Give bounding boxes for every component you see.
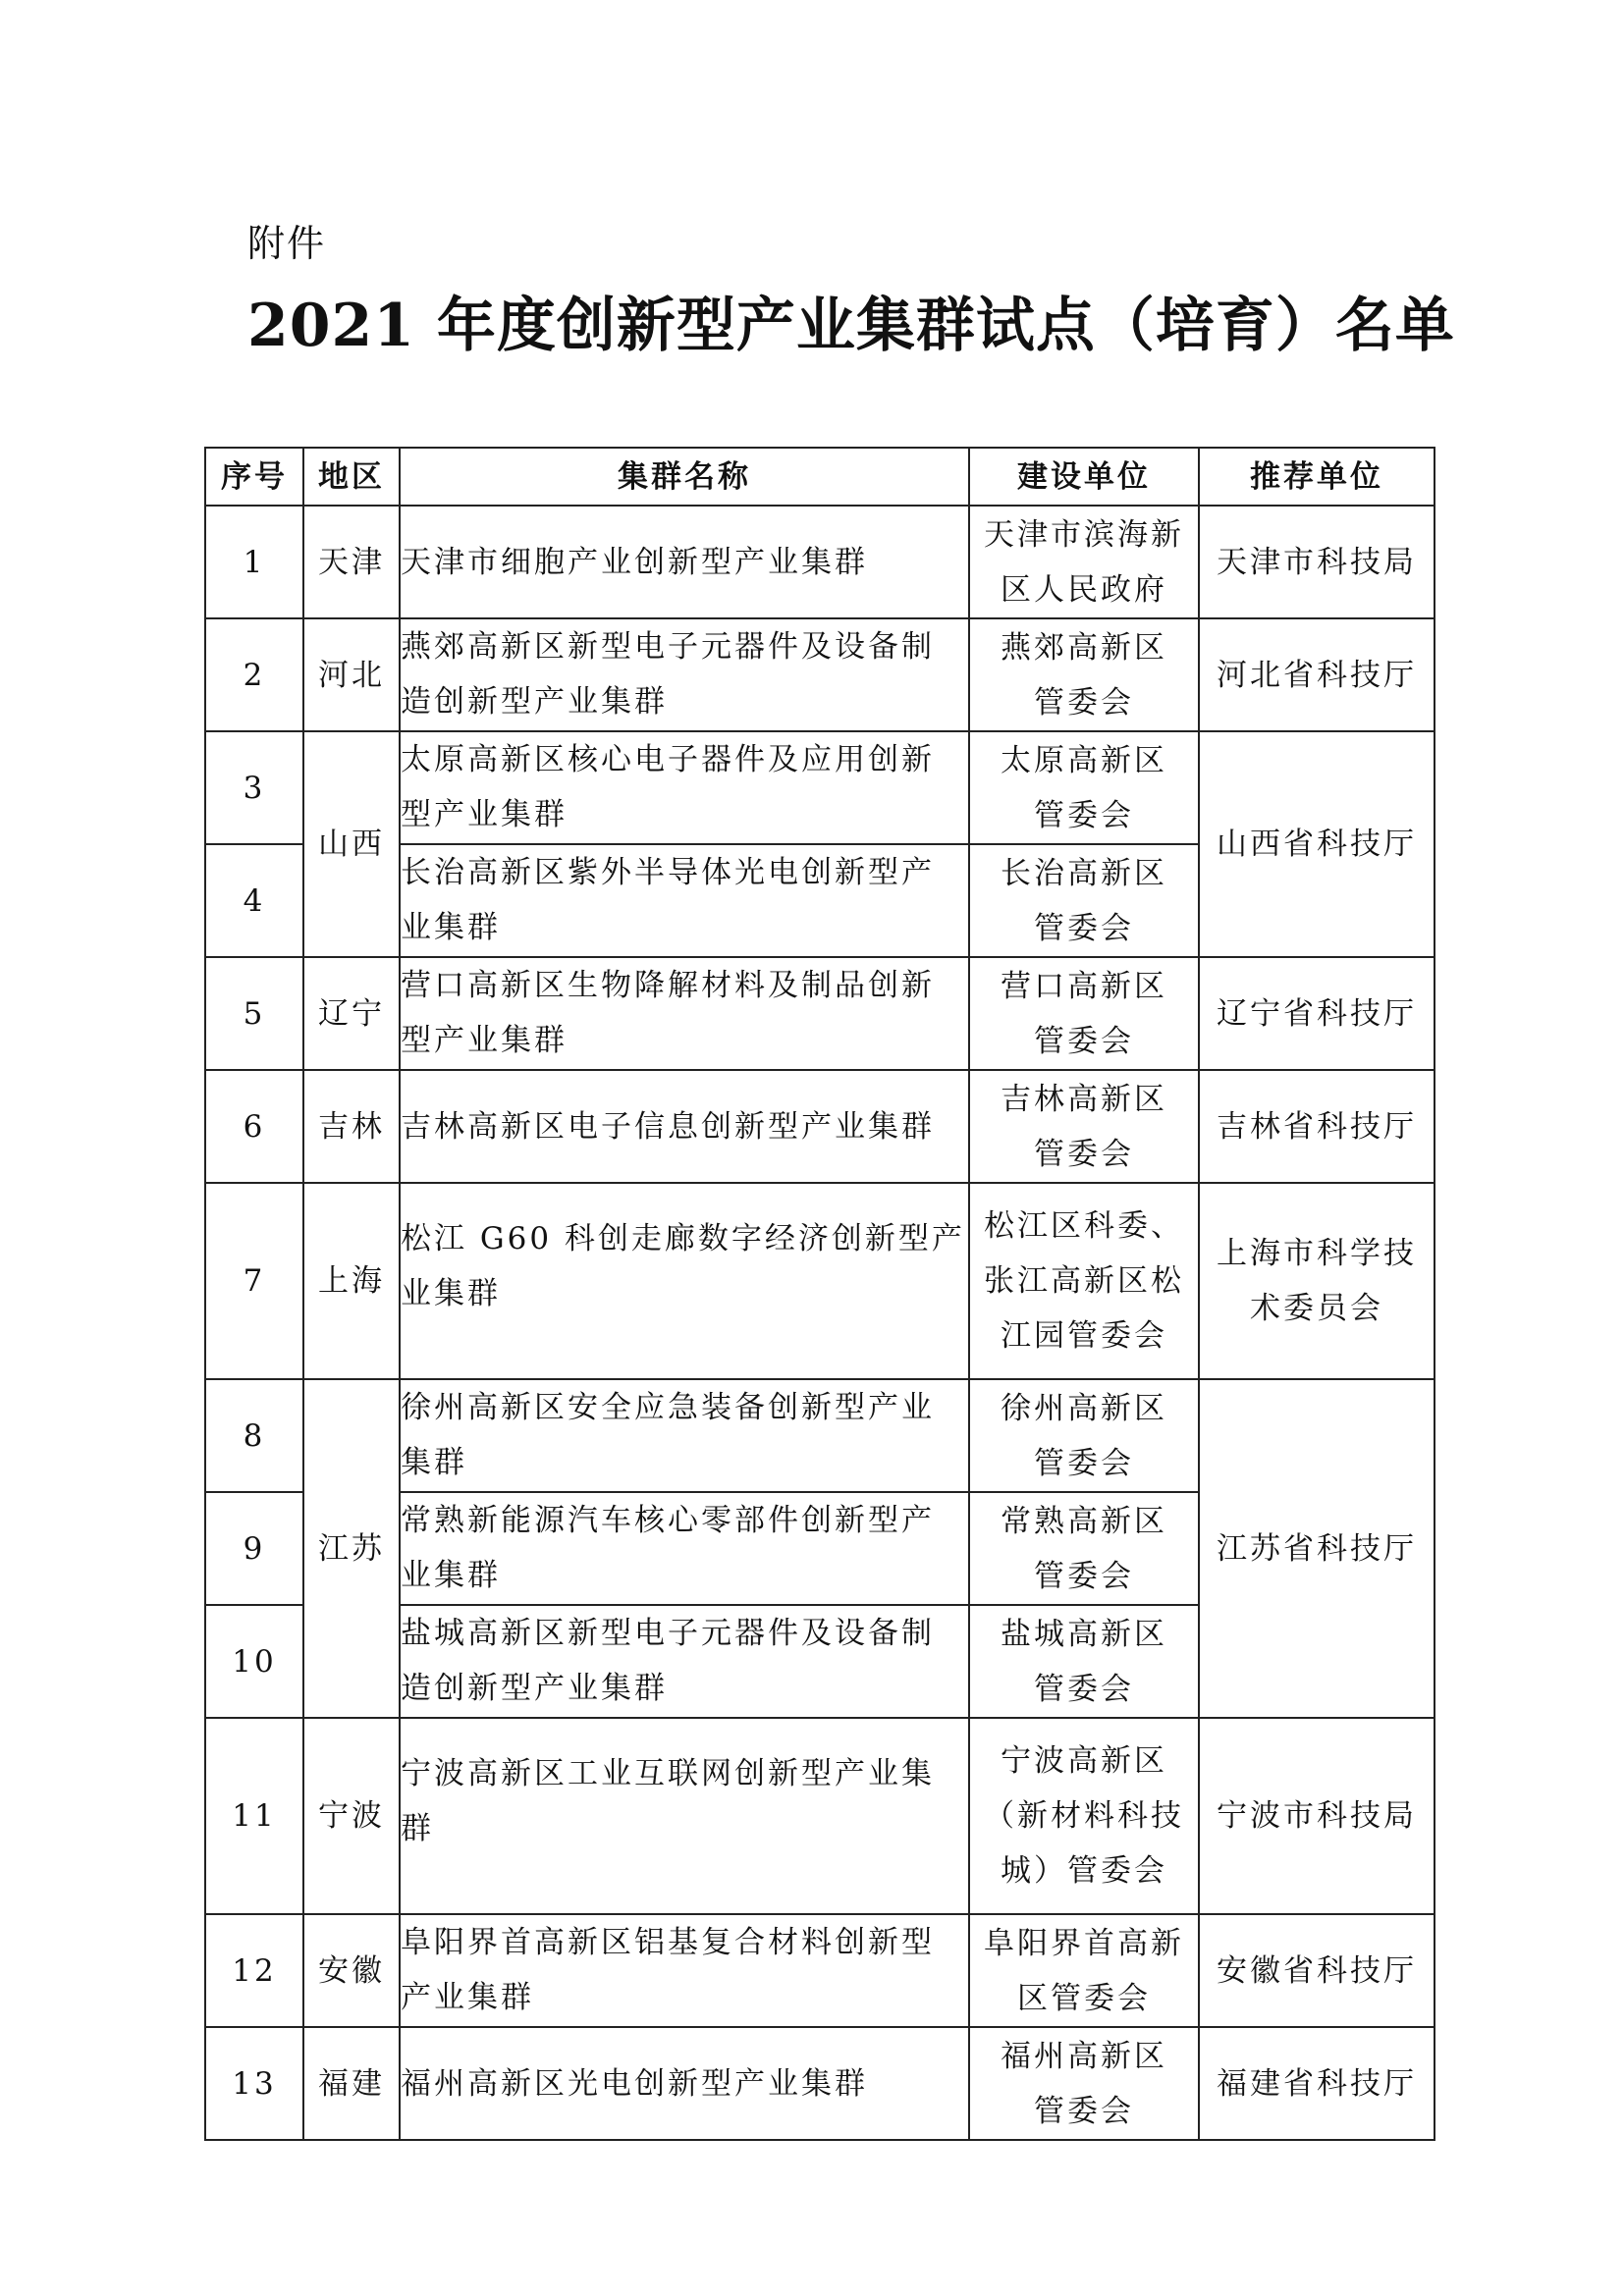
- recommender-cell: [1199, 957, 1435, 1070]
- table-row: [205, 1914, 1435, 2027]
- recommender-line: 安徽省科技厅: [1217, 1952, 1417, 1989]
- builder-line: 区管委会: [1017, 1980, 1151, 2016]
- cluster-name-line: 型产业集群: [401, 1023, 568, 1058]
- cluster-name-cell: [400, 1070, 969, 1183]
- row-number: 12: [205, 1914, 303, 2027]
- builder-cell: [969, 1718, 1199, 1914]
- cluster-name-line: 造创新型产业集群: [401, 1671, 668, 1706]
- header-cluster-name: 集群名称: [400, 448, 969, 506]
- cluster-name-cell: [400, 731, 969, 844]
- cluster-name-cell: [400, 957, 969, 1070]
- table-header-row: [205, 448, 1435, 506]
- cluster-name-cell: [400, 844, 969, 957]
- builder-line: 张江高新区松: [984, 1263, 1184, 1299]
- region-cell: 安徽: [303, 1914, 400, 2027]
- cluster-name-line: 造创新型产业集群: [401, 684, 668, 720]
- table-row: [205, 1718, 1435, 1914]
- region-cell: 河北: [303, 618, 400, 731]
- builder-line: 管委会: [1034, 1671, 1134, 1707]
- cluster-name-line: 松江 G60 科创走廊数字经济创新型产: [401, 1221, 965, 1256]
- builder-line: 松江区科委、: [984, 1208, 1184, 1244]
- table-row: [205, 957, 1435, 1070]
- cluster-name-line: 业集群: [401, 1558, 501, 1593]
- row-number: 4: [205, 844, 303, 957]
- header-no: 序号: [205, 448, 303, 506]
- builder-line: 管委会: [1034, 684, 1134, 721]
- builder-line: 福州高新区: [1001, 2038, 1167, 2074]
- cluster-name-cell: [400, 2027, 969, 2140]
- builder-line: 徐州高新区: [1001, 1390, 1167, 1426]
- recommender-cell: [1199, 1070, 1435, 1183]
- row-number: 11: [205, 1718, 303, 1914]
- cluster-name-line: 天津市细胞产业创新型产业集群: [401, 544, 868, 580]
- cluster-name-line: 燕郊高新区新型电子元器件及设备制: [401, 629, 935, 665]
- builder-cell: [969, 957, 1199, 1070]
- builder-line: 太原高新区: [1001, 742, 1167, 778]
- recommender-line: 福建省科技厅: [1217, 2065, 1417, 2102]
- cluster-name-cell: [400, 1379, 969, 1492]
- cluster-name-line: 阜阳界首高新区铝基复合材料创新型: [401, 1925, 935, 1960]
- builder-line: 管委会: [1034, 1023, 1134, 1059]
- cluster-name-line: 业集群: [401, 910, 501, 945]
- cluster-name-line: 群: [401, 1811, 434, 1846]
- builder-cell: [969, 618, 1199, 731]
- row-number: 7: [205, 1183, 303, 1379]
- cluster-name-line: 型产业集群: [401, 797, 568, 832]
- cluster-name-cell: [400, 1718, 969, 1914]
- recommender-line: 江苏省科技厅: [1217, 1530, 1417, 1567]
- recommender-line: 上海市科学技: [1217, 1236, 1417, 1271]
- cluster-name-line: 吉林高新区电子信息创新型产业集群: [401, 1108, 935, 1145]
- cluster-name-line: 福州高新区光电创新型产业集群: [401, 2065, 868, 2102]
- builder-cell: [969, 1605, 1199, 1718]
- builder-line: 管委会: [1034, 1558, 1134, 1594]
- header-region: 地区: [303, 448, 400, 506]
- row-number: 6: [205, 1070, 303, 1183]
- builder-line: 宁波高新区: [1001, 1743, 1167, 1779]
- builder-line: 常熟高新区: [1001, 1503, 1167, 1539]
- builder-line: 管委会: [1034, 2093, 1134, 2129]
- cluster-name-line: 业集群: [401, 1276, 501, 1311]
- builder-cell: [969, 1183, 1199, 1379]
- builder-cell: [969, 1914, 1199, 2027]
- cluster-name-line: 常熟新能源汽车核心零部件创新型产: [401, 1503, 935, 1538]
- cluster-name-line: 营口高新区生物降解材料及制品创新: [401, 968, 935, 1003]
- builder-line: 吉林高新区: [1001, 1081, 1167, 1117]
- builder-line: 管委会: [1034, 1136, 1134, 1172]
- row-number: 2: [205, 618, 303, 731]
- recommender-line: 术委员会: [1250, 1291, 1383, 1326]
- row-number: 10: [205, 1605, 303, 1718]
- builder-line: 营口高新区: [1001, 968, 1167, 1004]
- header-builder: 建设单位: [969, 448, 1199, 506]
- region-cell: 吉林: [303, 1070, 400, 1183]
- recommender-line: 宁波市科技局: [1217, 1798, 1417, 1834]
- builder-cell: [969, 1492, 1199, 1605]
- builder-line: 管委会: [1034, 910, 1134, 946]
- region-cell: 山西: [303, 731, 400, 957]
- row-number: 3: [205, 731, 303, 844]
- recommender-cell: [1199, 1914, 1435, 2027]
- builder-cell: [969, 1070, 1199, 1183]
- document-title: 2021 年度创新型产业集群试点（培育）名单: [247, 292, 1455, 360]
- recommender-cell: [1199, 618, 1435, 731]
- recommender-cell: [1199, 506, 1435, 618]
- table-row: [205, 2027, 1435, 2140]
- region-cell: 辽宁: [303, 957, 400, 1070]
- builder-line: 阜阳界首高新: [984, 1925, 1184, 1961]
- cluster-name-line: 长治高新区紫外半导体光电创新型产: [401, 855, 935, 890]
- row-number: 5: [205, 957, 303, 1070]
- builder-cell: [969, 1379, 1199, 1492]
- region-cell: 宁波: [303, 1718, 400, 1914]
- cluster-list-table: [204, 447, 1435, 2141]
- recommender-line: 河北省科技厅: [1217, 657, 1417, 693]
- builder-line: 盐城高新区: [1001, 1616, 1167, 1652]
- region-cell: 福建: [303, 2027, 400, 2140]
- recommender-cell: [1199, 731, 1435, 957]
- builder-line: 管委会: [1034, 797, 1134, 833]
- row-number: 8: [205, 1379, 303, 1492]
- builder-line: 长治高新区: [1001, 855, 1167, 891]
- cluster-name-cell: [400, 1183, 969, 1379]
- cluster-name-cell: [400, 1914, 969, 2027]
- recommender-cell: [1199, 1379, 1435, 1718]
- builder-line: 管委会: [1034, 1445, 1134, 1481]
- row-number: 1: [205, 506, 303, 618]
- builder-cell: [969, 2027, 1199, 2140]
- cluster-name-cell: [400, 1492, 969, 1605]
- attachment-label: 附件: [247, 222, 327, 265]
- builder-line: 区人民政府: [1001, 571, 1167, 608]
- row-number: 9: [205, 1492, 303, 1605]
- cluster-name-cell: [400, 1605, 969, 1718]
- cluster-name-line: 集群: [401, 1445, 467, 1480]
- recommender-line: 天津市科技局: [1217, 544, 1417, 580]
- builder-line: 天津市滨海新: [984, 516, 1184, 553]
- table-row: [205, 618, 1435, 731]
- cluster-name-line: 产业集群: [401, 1980, 534, 2015]
- builder-cell: [969, 506, 1199, 618]
- header-recommender: 推荐单位: [1199, 448, 1435, 506]
- recommender-cell: [1199, 2027, 1435, 2140]
- region-cell: 江苏: [303, 1379, 400, 1718]
- region-cell: 上海: [303, 1183, 400, 1379]
- table-row: [205, 1379, 1435, 1492]
- table-row: [205, 1070, 1435, 1183]
- cluster-name-line: 宁波高新区工业互联网创新型产业集: [401, 1756, 935, 1791]
- cluster-name-line: 徐州高新区安全应急装备创新型产业: [401, 1390, 935, 1425]
- recommender-line: 山西省科技厅: [1217, 827, 1417, 862]
- builder-line: 城）管委会: [1001, 1853, 1167, 1889]
- builder-line: 江园管委会: [1001, 1318, 1167, 1354]
- cluster-name-line: 太原高新区核心电子器件及应用创新: [401, 742, 935, 777]
- cluster-name-line: 盐城高新区新型电子元器件及设备制: [401, 1616, 935, 1651]
- region-cell: 天津: [303, 506, 400, 618]
- recommender-cell: [1199, 1183, 1435, 1379]
- cluster-name-cell: [400, 618, 969, 731]
- row-number: 13: [205, 2027, 303, 2140]
- builder-cell: [969, 731, 1199, 844]
- builder-line: 燕郊高新区: [1001, 629, 1167, 666]
- builder-cell: [969, 844, 1199, 957]
- recommender-line: 吉林省科技厅: [1217, 1108, 1417, 1145]
- table-row: [205, 1183, 1435, 1379]
- recommender-line: 辽宁省科技厅: [1217, 995, 1417, 1032]
- table-row: [205, 731, 1435, 844]
- cluster-name-cell: [400, 506, 969, 618]
- recommender-cell: [1199, 1718, 1435, 1914]
- table-row: [205, 506, 1435, 618]
- builder-line: （新材料科技: [984, 1798, 1184, 1834]
